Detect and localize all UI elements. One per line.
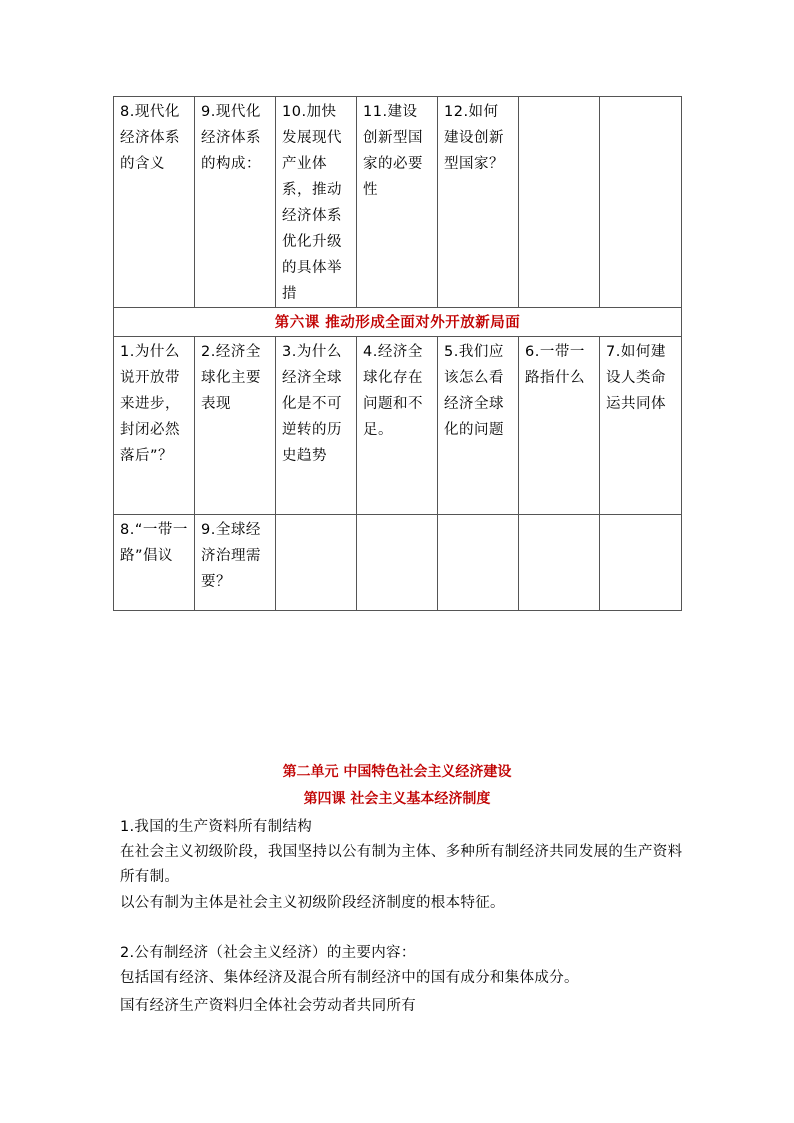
- table-cell: [438, 515, 519, 611]
- table-row: [114, 308, 682, 337]
- unit-title: 第二单元 中国特色社会主义经济建设: [282, 764, 512, 780]
- table-row: [114, 515, 682, 611]
- table-cell: 6.一带一路指什么: [519, 337, 600, 515]
- table-cell: 4.经济全球化存在问题和不足。: [357, 337, 438, 515]
- table-cell: 8.“一带一路”倡议: [114, 515, 195, 611]
- table-row: [114, 97, 682, 308]
- paragraph: 2.公有制经济（社会主义经济）的主要内容：: [120, 945, 416, 961]
- section-title: 第六课 推动形成全面对外开放新局面: [114, 308, 682, 337]
- table-cell: 2.经济全球化主要表现: [195, 337, 276, 515]
- table-cell: 7.如何建设人类命运共同体: [600, 337, 682, 515]
- paragraph: 包括国有经济、集体经济及混合所有制经济中的国有成分和集体成分。: [120, 970, 579, 986]
- table-cell: 9.现代化经济体系的构成：: [195, 97, 276, 308]
- table-cell: 5.我们应该怎么看经济全球化的问题: [438, 337, 519, 515]
- table-row: [114, 337, 682, 515]
- table-cell: [276, 515, 357, 611]
- table-cell: [600, 515, 682, 611]
- table-cell: [519, 515, 600, 611]
- table-cell: 8.现代化经济体系的含义: [114, 97, 195, 308]
- paragraph: 1.我国的生产资料所有制结构: [120, 819, 313, 835]
- paragraph: 国有经济生产资料归全体社会劳动者共同所有: [120, 998, 416, 1014]
- table-cell: 12.如何建设创新型国家？: [438, 97, 519, 308]
- paragraph: 在社会主义初级阶段，我国坚持以公有制为主体、多种所有制经济共同发展的生产资料所有制。: [120, 844, 683, 885]
- table-cell: [600, 97, 682, 308]
- lesson-title: 第四课 社会主义基本经济制度: [303, 791, 491, 807]
- table-cell: 3.为什么经济全球化是不可逆转的历史趋势: [276, 337, 357, 515]
- table-cell: [357, 515, 438, 611]
- table-cell: 1.为什么说开放带来进步，封闭必然落后”？: [114, 337, 195, 515]
- table-cell: 9.全球经济治理需要？: [195, 515, 276, 611]
- table-cell: 11.建设创新型国家的必要性: [357, 97, 438, 308]
- paragraph: 以公有制为主体是社会主义初级阶段经济制度的根本特征。: [120, 895, 505, 911]
- table-cell: 10.加快发展现代产业体系，推动经济体系优化升级的具体举措: [276, 97, 357, 308]
- study-questions-table: [113, 96, 682, 611]
- table-cell: [519, 97, 600, 308]
